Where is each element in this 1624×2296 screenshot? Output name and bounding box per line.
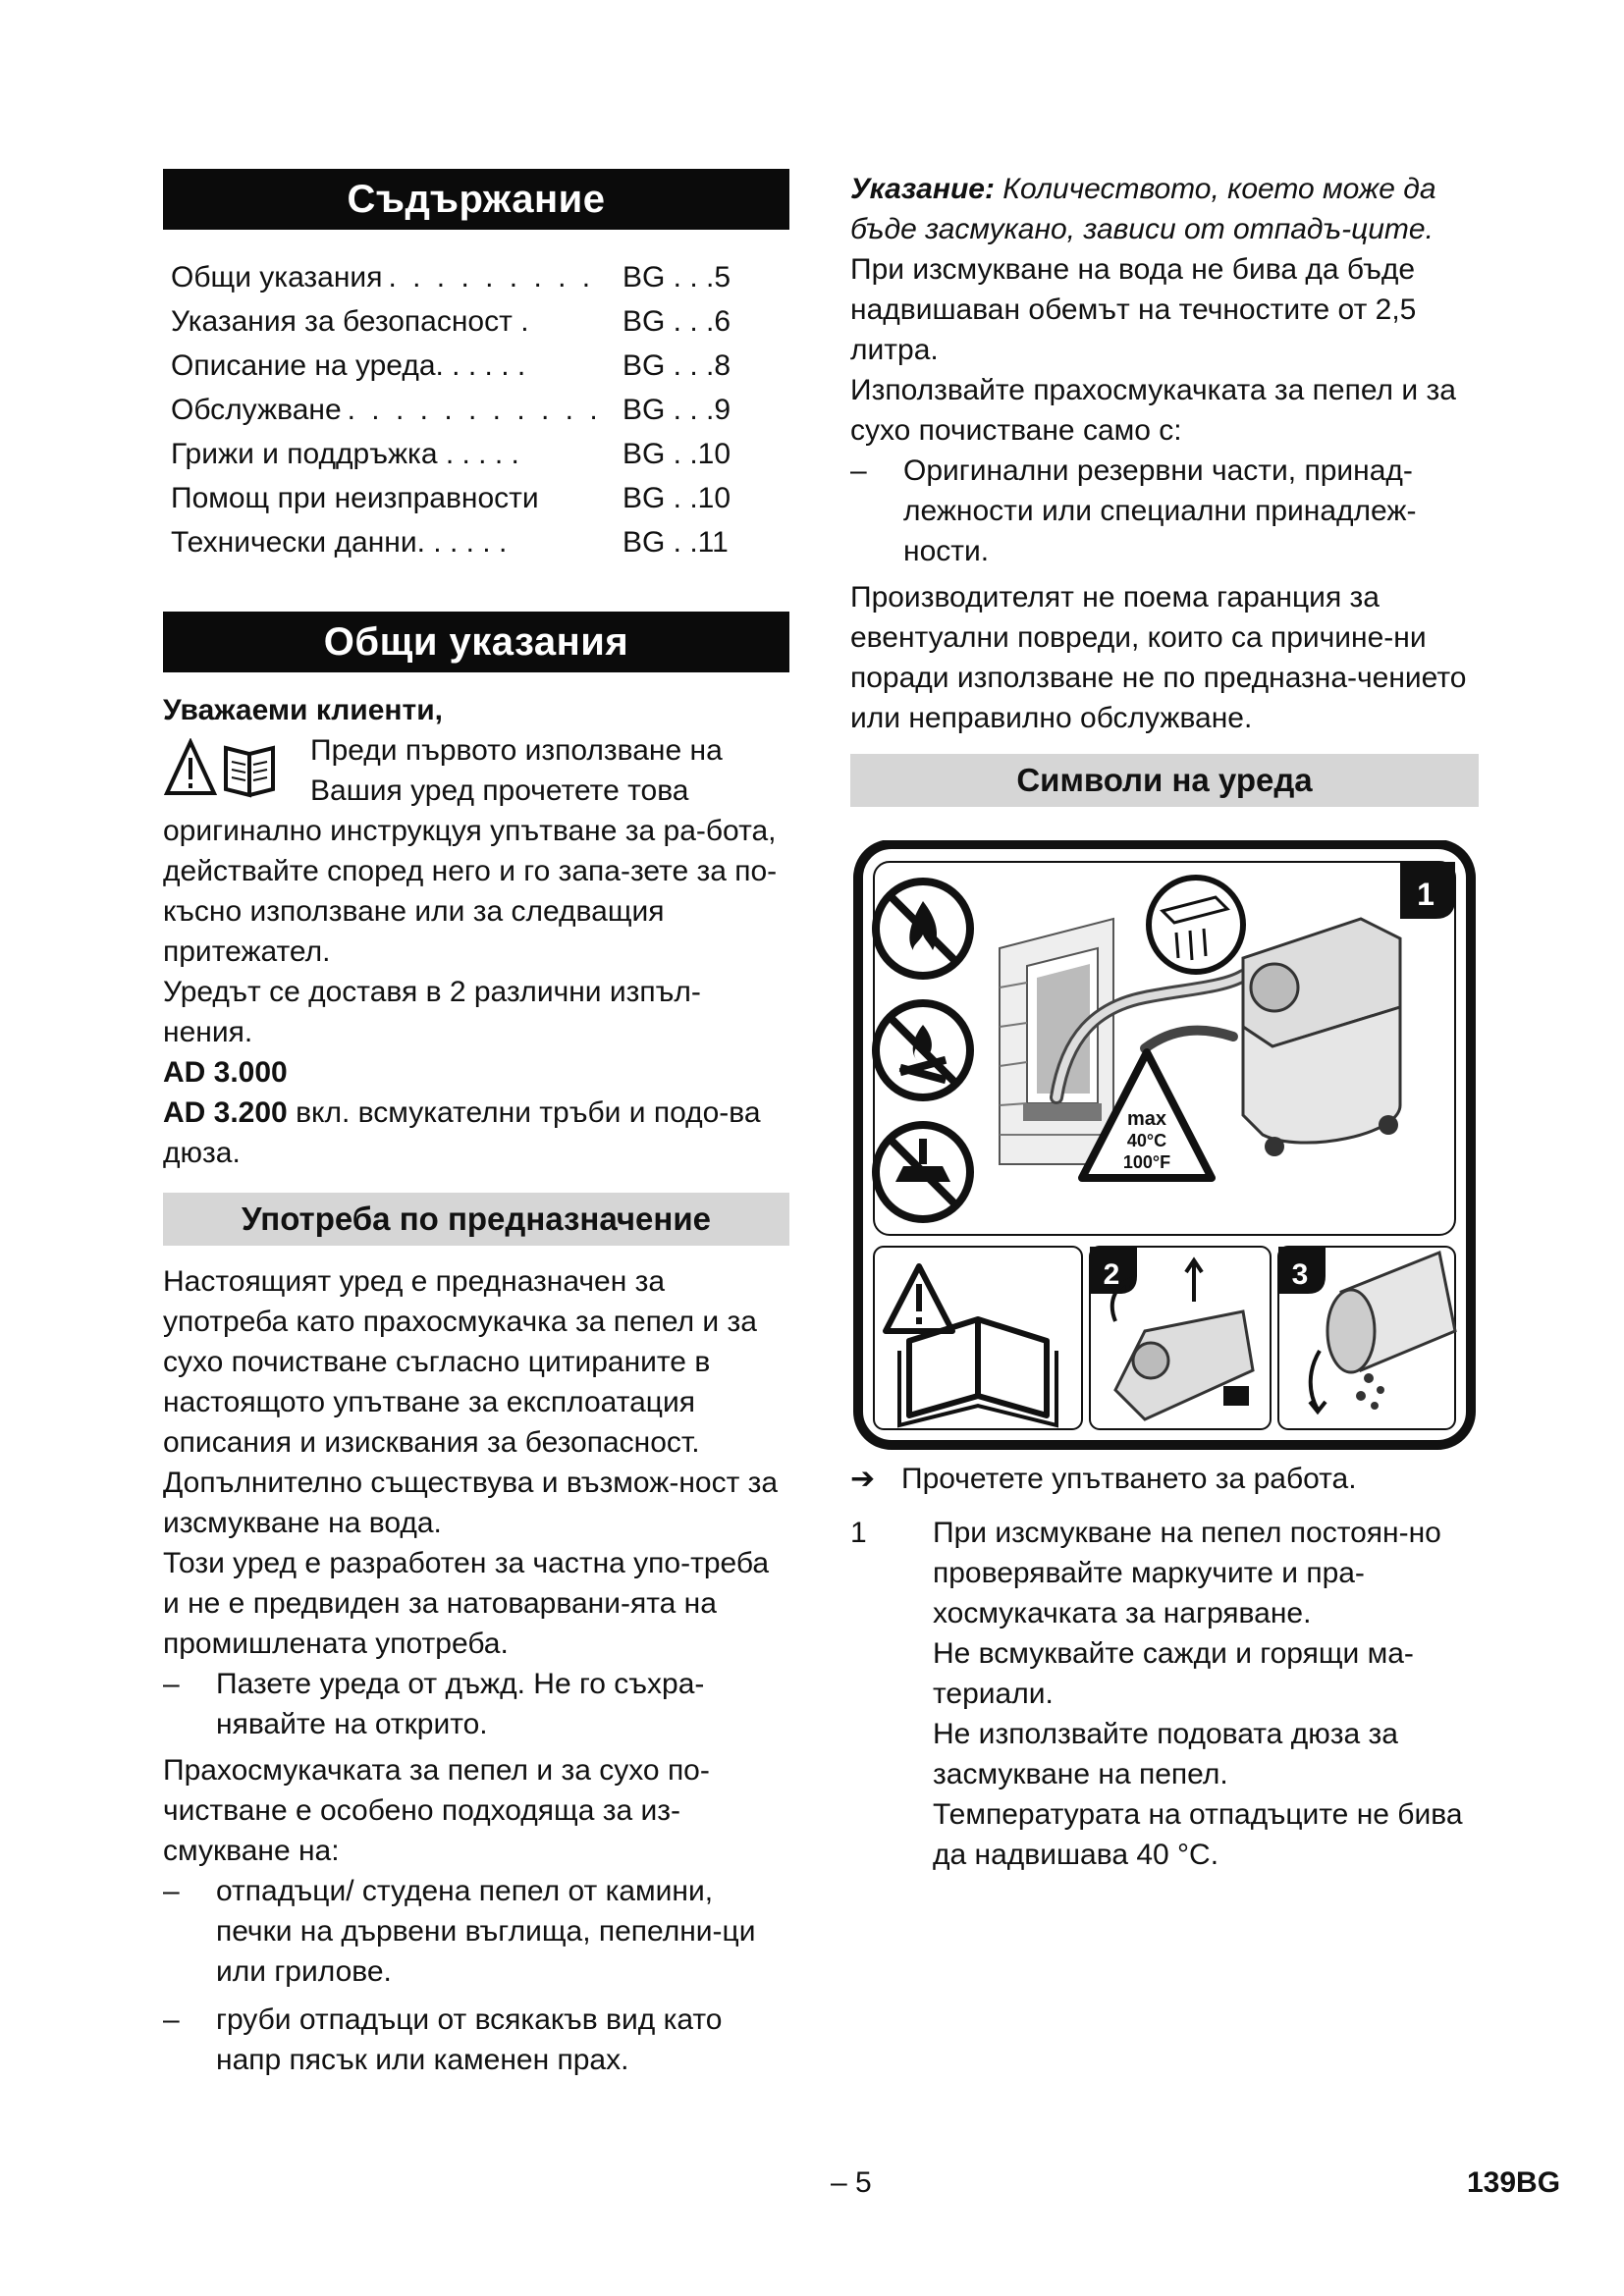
model-2: AD 3.200 — [163, 1096, 288, 1129]
accessories-text: Използвайте прахосмукачката за пепел и за сухо почистване само с: — [850, 374, 1456, 447]
list-item — [163, 2000, 789, 2080]
panel-number-2: 2 — [1103, 1258, 1120, 1291]
page-code: 139BG — [1467, 2166, 1561, 2199]
toc-leader — [525, 344, 623, 388]
intro-text: оригинално инструкцуя упътване за ра-бота, действайте според него и го запа-зете за по-късно използване или за следващия притежател. — [163, 815, 778, 968]
warranty-text: Производителят не поема гаранция за евентуални повреди, които са причине-ни поради използване не по предназна-чението или неправилно обслужване. — [850, 581, 1467, 734]
arrow-right-icon: ➔ — [850, 1463, 876, 1495]
temp-fahrenheit-label: 100°F — [1122, 1152, 1171, 1172]
toc-leader: . . . . . . . . . — [388, 261, 595, 294]
intended-use-heading: Употреба по предназначение — [163, 1193, 789, 1246]
toc-heading: Съдържание — [163, 169, 789, 230]
table-of-contents — [171, 255, 789, 564]
toc-entry-title: Обслужване — [171, 394, 342, 426]
toc-entry[interactable] — [171, 255, 789, 299]
toc-entry-page: BG . . .9 — [623, 394, 731, 426]
intro-block — [163, 730, 789, 811]
toc-leader: . . . . . . . . . . . — [347, 394, 602, 426]
toc-entry[interactable] — [171, 432, 789, 476]
toc-entry-page: BG . .10 — [623, 438, 731, 470]
toc-entry[interactable] — [171, 520, 789, 564]
toc-entry-page: BG . . .6 — [623, 305, 731, 338]
dash-bullet: – — [163, 1668, 180, 1700]
page-number: – 5 — [831, 2166, 872, 2199]
panel-number-3: 3 — [1291, 1258, 1309, 1291]
intro-line-1: Преди първото използване на — [310, 734, 723, 767]
model-2-line — [163, 1093, 789, 1173]
panel-number-1: 1 — [1417, 877, 1435, 912]
toc-leader — [507, 520, 623, 564]
instruction-text: Прочетете упътването за работа. — [901, 1463, 1357, 1495]
general-heading: Общи указания — [163, 612, 789, 672]
numbered-item — [850, 1513, 1479, 1875]
dash-bullet: – — [850, 454, 867, 487]
item-text: При изсмукване на пепел постоян-но проверявайте маркучите и пра-хосмукачката за нагряване. — [933, 1517, 1441, 1629]
water-text: При изсмукване на вода не бива да бъде надвишаван обемът на течностите от 2,5 литра. — [850, 253, 1417, 366]
hand-touch-icon — [1149, 878, 1243, 972]
dash-bullet: – — [163, 2003, 180, 2036]
toc-leader — [539, 476, 623, 520]
versions-text: Уредът се доставя в 2 различни изпъл-нения. — [163, 976, 701, 1048]
toc-entry-title: Указания за безопасност . — [171, 305, 529, 338]
toc-leader — [529, 299, 623, 344]
note-label: Указание: — [850, 173, 995, 205]
list-item — [163, 1664, 789, 1744]
temp-celsius-label: 40°C — [1126, 1131, 1167, 1150]
note-text: Количеството, което може да бъде засмукано, зависи от отпадъ-ците. — [850, 173, 1436, 245]
item-text: Не използвайте подовата дюза за засмукване на пепел. — [933, 1718, 1398, 1790]
list-item-text: отпадъци/ студена пепел от камини, печки на дървени въглища, пепелни-ци или грилове. — [216, 1875, 756, 1988]
toc-entry-title: Общи указания — [171, 261, 383, 294]
instruction-item — [850, 1459, 1479, 1499]
intro-line-2: Вашия уред прочетете това — [310, 774, 689, 807]
greeting: Уважаеми клиенти, — [163, 694, 443, 726]
right-column — [850, 169, 1479, 1875]
list-item-text: Оригинални резервни части, принад-лежности или специални принадлеж-ности. — [903, 454, 1417, 567]
device-symbols-illustration — [850, 840, 1479, 1451]
toc-leader — [519, 432, 623, 476]
item-text: Не всмуквайте сажди и горящи ма-териали. — [933, 1637, 1414, 1710]
intended-use-p1: Настоящият уред е предназначен за употреба като прахосмукачка за пепел и за сухо почистване съгласно цитираните в настоящото упътване за експлоатация описания и изисквания за безопасност. Допълнително съществува и възмож-ност за изсмукване на вода. — [163, 1265, 779, 1539]
item-text: Температурата на отпадъците не бива да надвишава 40 °C. — [933, 1798, 1463, 1871]
toc-entry[interactable] — [171, 476, 789, 520]
dash-bullet: – — [163, 1875, 180, 1907]
warning-manual-icon — [163, 730, 310, 811]
fireplace-illustration — [1000, 919, 1113, 1164]
intended-use-p3: Прахосмукачката за пепел и за сухо по-чистване е особено подходяща за из-смукване на: — [163, 1754, 710, 1867]
list-item — [850, 451, 1479, 571]
toc-entry-page: BG . .11 — [623, 526, 729, 559]
toc-entry[interactable] — [171, 299, 789, 344]
item-number: 1 — [850, 1517, 867, 1549]
toc-entry-title: Помощ при неизправности — [171, 482, 539, 514]
model-1: AD 3.000 — [163, 1056, 288, 1089]
symbols-heading: Символи на уреда — [850, 754, 1479, 807]
temp-max-label: max — [1126, 1108, 1167, 1130]
list-item-text: груби отпадъци от всякакъв вид като напр пясък или каменен прах. — [216, 2003, 723, 2076]
list-item-text: Пазете уреда от дъжд. Не го съхра-нявайте на открито. — [216, 1668, 705, 1740]
toc-entry[interactable] — [171, 388, 789, 432]
toc-entry-title: Грижи и поддръжка . . . . . — [171, 438, 519, 470]
model-2-text: вкл. всмукателни тръби и подо-ва дюза. — [163, 1096, 761, 1169]
toc-entry-page: BG . . .5 — [623, 261, 731, 294]
toc-entry-page: BG . . .8 — [623, 349, 731, 382]
toc-entry[interactable] — [171, 344, 789, 388]
toc-entry-title: Технически данни. . . . . . — [171, 526, 508, 559]
left-column — [163, 169, 789, 2080]
vacuum-cleaner-illustration — [1243, 919, 1400, 1156]
note — [850, 169, 1479, 249]
intended-use-p2: Този уред е разработен за частна упо-треба и не е предвиден за натоварвани-ята на промишлената употреба. — [163, 1547, 770, 1660]
toc-entry-title: Описание на уреда. . . . . . — [171, 349, 526, 382]
toc-entry-page: BG . .10 — [623, 482, 731, 514]
list-item — [163, 1871, 789, 1992]
